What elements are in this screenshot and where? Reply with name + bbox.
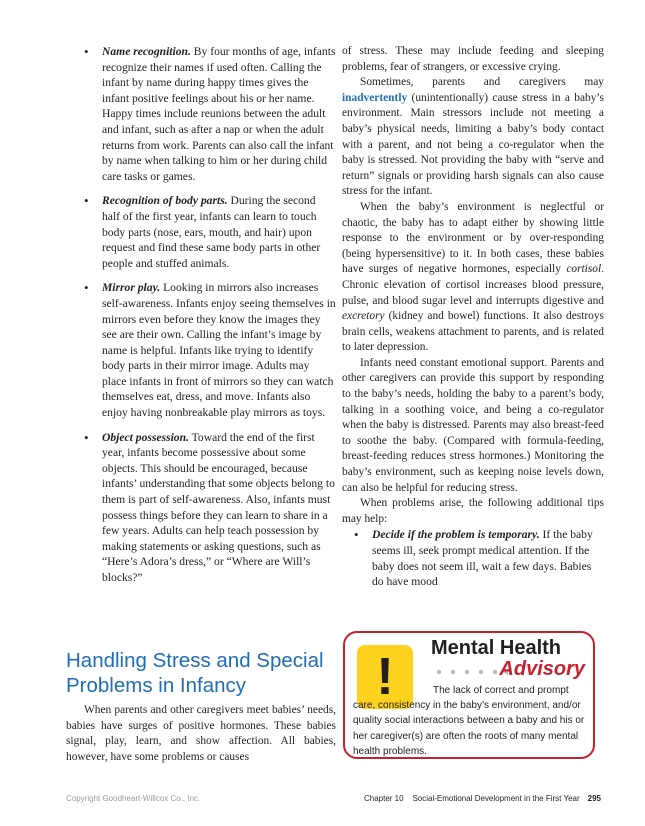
term-excretory: excretory	[342, 310, 385, 323]
bullet-body-parts	[80, 193, 336, 271]
paragraph-inadvertent-stress	[342, 75, 604, 200]
tip-temporary-problem	[350, 527, 604, 589]
paragraph-emotional-support: Infants need constant emotional support. Parents and other caregivers can provide this support by responding to the baby’s needs, holding the baby to a parent’s body, talking in a soothing voice, and being a co-regulator when the baby is distressed. Parents may also breast-feed to soothe the baby. (Compared with formula-feeding, breast-feeding reduces stress hormones.) Monitoring the baby’s environment, such as keeping noise levels down, can also be helpful for reducing stress.	[342, 356, 604, 494]
tip-text: If the baby seems ill, seek prompt medical attention. If the baby does not seem ill, wait a few days. Babies do have mood	[372, 528, 593, 589]
text-run: (unintentionally) cause stress in a baby’s environment. Main stressors include not meeting a baby’s physical needs, limiting a baby’s body contact with a parent, and not being a co-regulator when the baby is stressed. Not providing the baby with “serve and return” signals or providing harsh signals can also cause stress for the infant.	[342, 91, 604, 198]
text-run: . Chronic elevation of cortisol increases blood pressure, pulse, and blood sugar level and interrupts digestive and	[342, 263, 604, 307]
paragraph-stress-causes: of stress. These may include feeding and sleeping problems, fear of strangers, or excessive crying.	[342, 45, 604, 73]
bullet-object-possession	[80, 430, 336, 586]
bullet-name-recognition	[80, 44, 336, 184]
bullet-lead: Recognition of body parts.	[102, 194, 228, 208]
tips-list	[350, 527, 604, 589]
bullet-text: Toward the end of the first year, infants become possessive about some objects. This should be encouraged, because infants’ understanding that some objects belong to them is part of self-awareness. Also, infants must possess things before they can learn to share in a few years. Adults can help teach possession by making statements or asking questions, such as “Here’s Adora’s dress,” or “Where are Will’s blocks?”	[102, 430, 335, 584]
left-column	[80, 44, 336, 595]
bullet-list	[80, 44, 336, 586]
chapter-footer	[364, 794, 601, 803]
bullet-lead: Name recognition.	[102, 45, 191, 58]
bullet-lead: Mirror play.	[102, 281, 161, 295]
text-run: Sometimes, parents and caregivers may	[360, 76, 604, 89]
page-number: 295	[587, 794, 601, 803]
text-run: When the baby’s environment is neglectful or chaotic, the baby has to adapt either by showing little response to the environment or by over-responding (being hypersensitive) to it. In both cases, these babies have surges of negative hormones, especially	[342, 200, 604, 276]
section-intro-paragraph: When parents and other caregivers meet babies’ needs, babies have surges of positive hormones. These babies signal, play, learn, and show affection. All babies, however, have some problems or causes	[66, 704, 336, 763]
exclamation-glyph: !	[376, 648, 394, 706]
bullet-lead: Object possession.	[102, 430, 189, 444]
advisory-subtitle: Advisory	[499, 658, 585, 680]
mental-health-advisory-box	[343, 631, 595, 759]
right-column	[342, 44, 604, 590]
term-cortisol: cortisol	[566, 263, 602, 276]
bullet-text: Looking in mirrors also increases self-awareness. Infants enjoy seeing themselves in mirrors even before they know the images they see are their own. Calling the infant’s image by name is helpful. Infants like trying to identify body parts in their mirror image. Adults may place infants in front of mirrors so they can watch themselves eat, dress, and move. Infants also enjoy having nonbreakable play mirrors as toys.	[102, 281, 336, 420]
bullet-mirror-play	[80, 280, 336, 420]
key-term-inadvertently: inadvertently	[342, 91, 408, 104]
section-intro	[66, 703, 336, 765]
advisory-title: Mental Health	[431, 637, 562, 659]
copyright-footer: Copyright Goodheart-Willcox Co., Inc.	[66, 794, 201, 803]
section-heading: Handling Stress and Special Problems in Infancy	[66, 649, 324, 697]
paragraph-additional-tips: When problems arise, the following additional tips may help:	[342, 497, 604, 525]
chapter-title: Chapter 10 Social-Emotional Development in the First Year	[363, 794, 580, 803]
text-run: (kidney and bowel) functions. It also destroys brain cells, weakens attachment to parents, and is related to later depression.	[342, 310, 604, 354]
decorative-dots-icon	[435, 667, 509, 677]
paragraph-cortisol	[342, 200, 604, 356]
advisory-text: The lack of correct and prompt care, consistency in the baby’s environment, and/or quality social interactions between a baby and his or her caregiver(s) are often the roots of many mental health problems.	[353, 685, 585, 757]
bullet-text: During the second half of the first year, infants can learn to touch body parts (nose, ears, mouth, and hair) upon request and find these same body parts in other people and stuffed animals.	[102, 194, 321, 270]
bullet-text: By four months of age, infants recognize their names if used often. Calling the infant by name during happy times gives the infant positive feelings about his or her name. Happy times include reunions between the adult and infant, such as after a nap or when the adult returns from work. Parents can also call the infant by name when talking to him or her during child care tasks or games.	[102, 45, 336, 183]
tip-lead: Decide if the problem is temporary.	[372, 528, 540, 542]
